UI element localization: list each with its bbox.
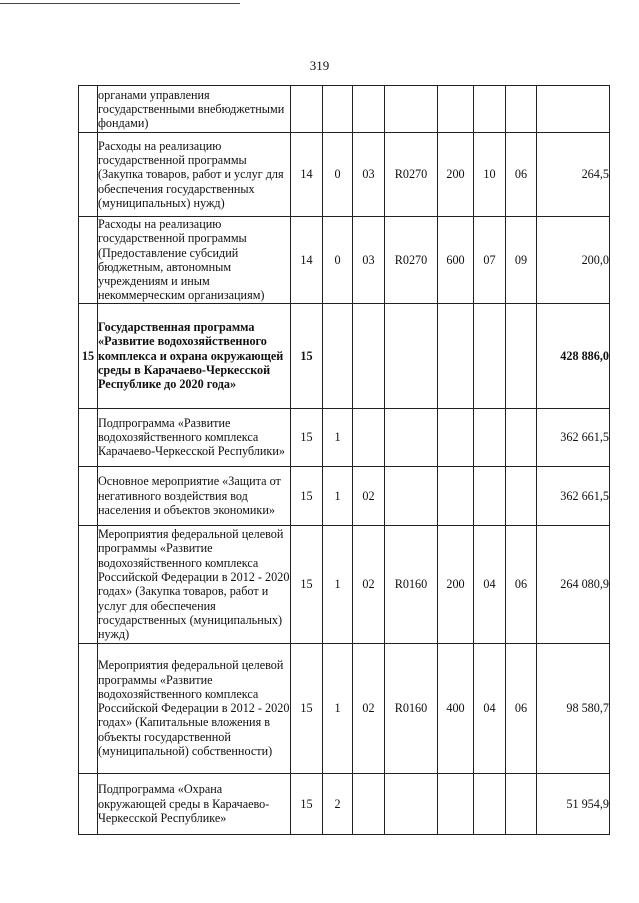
subprogram-code-cell: 1 <box>323 408 353 466</box>
description-cell: Мероприятия федеральной целевой программы «Развитие водохозяйственного комплекса Российской Федерации в 2012 - 2020 годах» (Закупка товаров, работ и услуг для обеспечения государственных (муниципальных) нужд) <box>98 525 291 643</box>
row-number-cell <box>79 217 98 304</box>
subsection-code-cell <box>506 408 537 466</box>
program-code-cell: 14 <box>291 217 323 304</box>
program-code-cell: 15 <box>291 408 323 466</box>
description-cell: Расходы на реализацию государственной программы (Закупка товаров, работ и услуг для обеспечения государственных (муниципальных) нужд) <box>98 133 291 217</box>
direction-code-cell <box>385 303 438 408</box>
description-cell: Подпрограмма «Охрана окружающей среды в Карачаево-Черкесской Республике» <box>98 773 291 834</box>
table-row <box>79 303 610 408</box>
activity-code-cell: 02 <box>353 525 385 643</box>
section-code-cell <box>474 773 506 834</box>
expense-type-cell: 400 <box>438 643 474 773</box>
row-number-cell <box>79 643 98 773</box>
amount-cell: 264,5 <box>537 133 610 217</box>
program-code-cell: 15 <box>291 303 323 408</box>
expense-type-cell: 600 <box>438 217 474 304</box>
expense-type-cell <box>438 773 474 834</box>
activity-code-cell <box>353 773 385 834</box>
subprogram-code-cell: 0 <box>323 133 353 217</box>
subprogram-code-cell: 1 <box>323 466 353 525</box>
direction-code-cell: R0160 <box>385 643 438 773</box>
subsection-code-cell <box>506 773 537 834</box>
expense-type-cell <box>438 86 474 133</box>
subprogram-code-cell <box>323 86 353 133</box>
row-number-cell <box>79 466 98 525</box>
subsection-code-cell <box>506 86 537 133</box>
expense-type-cell <box>438 466 474 525</box>
table-row <box>79 133 610 217</box>
amount-cell: 428 886,0 <box>537 303 610 408</box>
expense-type-cell <box>438 303 474 408</box>
activity-code-cell: 02 <box>353 466 385 525</box>
direction-code-cell <box>385 86 438 133</box>
table-row <box>79 408 610 466</box>
table-row <box>79 643 610 773</box>
program-code-cell: 14 <box>291 133 323 217</box>
subsection-code-cell: 09 <box>506 217 537 304</box>
section-code-cell <box>474 86 506 133</box>
subsection-code-cell <box>506 303 537 408</box>
section-code-cell <box>474 466 506 525</box>
amount-cell: 51 954,9 <box>537 773 610 834</box>
subprogram-code-cell: 1 <box>323 525 353 643</box>
amount-cell <box>537 86 610 133</box>
budget-table <box>78 85 610 835</box>
subprogram-code-cell <box>323 303 353 408</box>
subsection-code-cell <box>506 466 537 525</box>
section-code-cell: 07 <box>474 217 506 304</box>
section-code-cell: 04 <box>474 525 506 643</box>
direction-code-cell <box>385 408 438 466</box>
program-code-cell: 15 <box>291 643 323 773</box>
subsection-code-cell: 06 <box>506 525 537 643</box>
activity-code-cell <box>353 86 385 133</box>
program-code-cell: 15 <box>291 525 323 643</box>
amount-cell: 362 661,5 <box>537 408 610 466</box>
program-code-cell: 15 <box>291 466 323 525</box>
description-cell: Государственная программа «Развитие водохозяйственного комплекса и охрана окружающей среды в Карачаево-Черкесской Республике до 2020 года» <box>98 303 291 408</box>
activity-code-cell: 03 <box>353 133 385 217</box>
table-row <box>79 466 610 525</box>
subprogram-code-cell: 2 <box>323 773 353 834</box>
description-cell: Основное мероприятие «Защита от негативного воздействия вод населения и объектов экономики» <box>98 466 291 525</box>
page-number: 319 <box>309 58 330 73</box>
row-number-cell <box>79 773 98 834</box>
amount-cell: 264 080,9 <box>537 525 610 643</box>
amount-cell: 200,0 <box>537 217 610 304</box>
subsection-code-cell: 06 <box>506 133 537 217</box>
table-row <box>79 86 610 133</box>
table-row <box>79 217 610 304</box>
table-row <box>79 773 610 834</box>
activity-code-cell: 02 <box>353 643 385 773</box>
section-code-cell: 10 <box>474 133 506 217</box>
direction-code-cell: R0270 <box>385 217 438 304</box>
subsection-code-cell: 06 <box>506 643 537 773</box>
row-number-cell <box>79 86 98 133</box>
row-number-cell <box>79 133 98 217</box>
expense-type-cell <box>438 408 474 466</box>
description-cell: Мероприятия федеральной целевой программы «Развитие водохозяйственного комплекса Российской Федерации в 2012 - 2020 годах» (Капитальные вложения в объекты государственной (муниципальной) собственности) <box>98 643 291 773</box>
direction-code-cell: R0160 <box>385 525 438 643</box>
activity-code-cell: 03 <box>353 217 385 304</box>
activity-code-cell <box>353 408 385 466</box>
section-code-cell <box>474 408 506 466</box>
description-cell: Подпрограмма «Развитие водохозяйственного комплекса Карачаево-Черкесской Республики» <box>98 408 291 466</box>
scan-edge-line <box>0 3 240 4</box>
table-row <box>79 525 610 643</box>
program-code-cell: 15 <box>291 773 323 834</box>
direction-code-cell <box>385 466 438 525</box>
expense-type-cell: 200 <box>438 525 474 643</box>
description-cell: Расходы на реализацию государственной программы (Предоставление субсидий бюджетным, автономным учреждениям и иным некоммерческим организациям) <box>98 217 291 304</box>
activity-code-cell <box>353 303 385 408</box>
section-code-cell: 04 <box>474 643 506 773</box>
subprogram-code-cell: 0 <box>323 217 353 304</box>
direction-code-cell <box>385 773 438 834</box>
description-cell: органами управления государственными внебюджетными фондами) <box>98 86 291 133</box>
section-code-cell <box>474 303 506 408</box>
amount-cell: 362 661,5 <box>537 466 610 525</box>
amount-cell: 98 580,7 <box>537 643 610 773</box>
row-number-cell: 15 <box>79 303 98 408</box>
row-number-cell <box>79 408 98 466</box>
program-code-cell <box>291 86 323 133</box>
subprogram-code-cell: 1 <box>323 643 353 773</box>
row-number-cell <box>79 525 98 643</box>
expense-type-cell: 200 <box>438 133 474 217</box>
direction-code-cell: R0270 <box>385 133 438 217</box>
